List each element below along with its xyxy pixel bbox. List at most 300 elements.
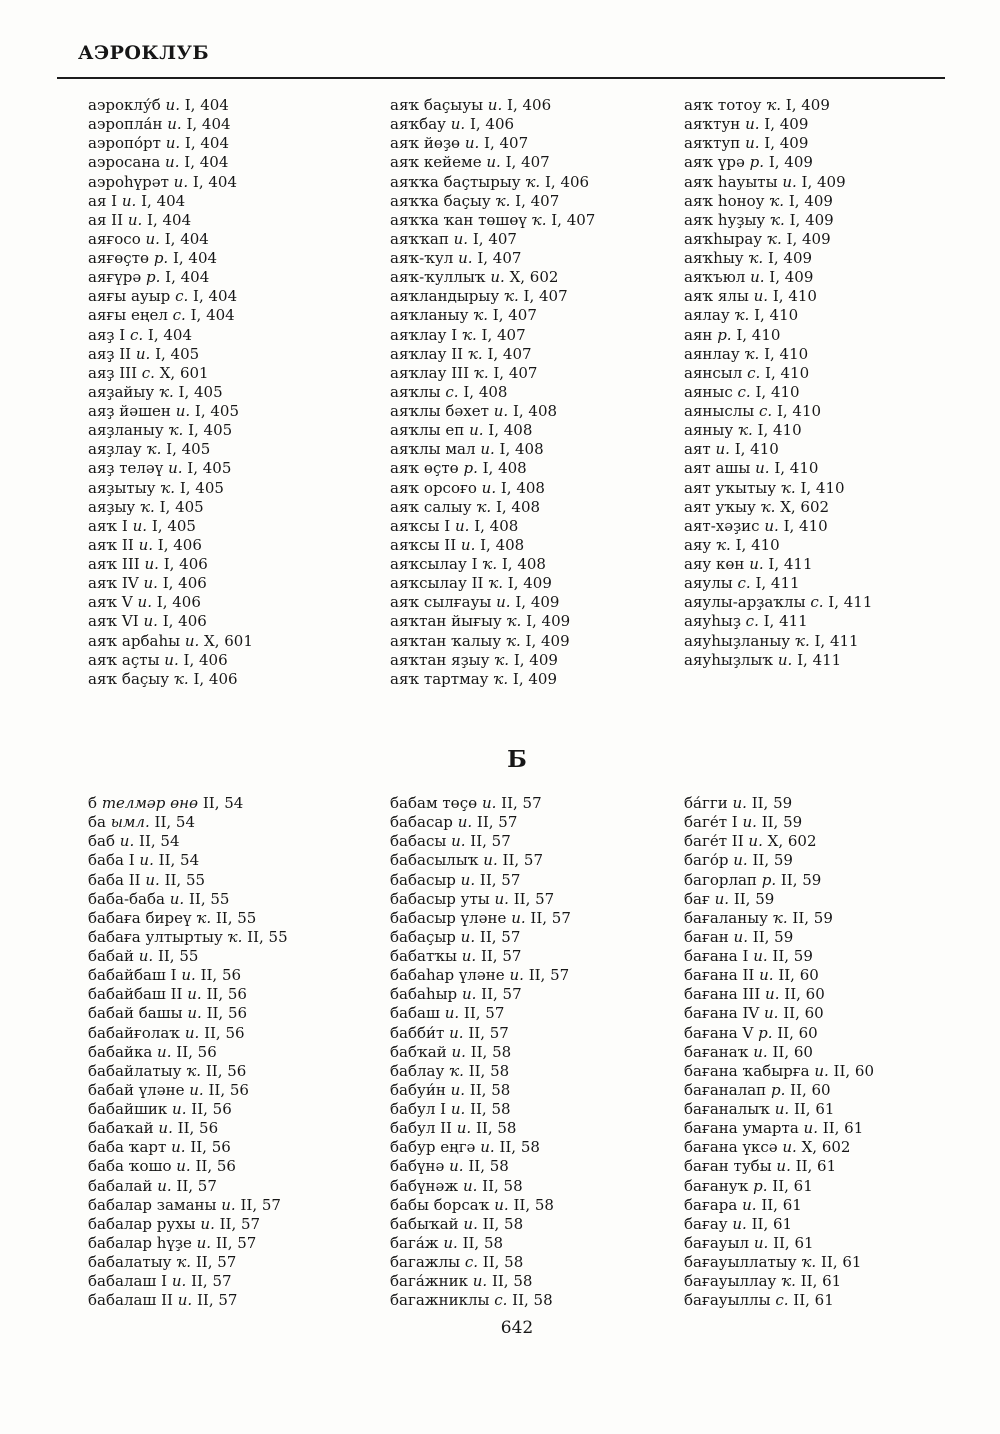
- entry-volume-page: II, 60: [772, 1042, 813, 1061]
- entry-volume-page: X, 601: [204, 631, 253, 650]
- entry-pos-label: ҡ.: [476, 497, 492, 516]
- index-entry: [684, 1234, 984, 1253]
- index-entry: [684, 632, 984, 651]
- index-entry: [390, 1043, 690, 1062]
- index-entry: [88, 517, 388, 536]
- entry-headword: багажлы: [390, 1253, 461, 1271]
- index-entry: [684, 287, 984, 306]
- index-entry: [390, 517, 690, 536]
- entry-volume-page: I, 404: [184, 134, 229, 153]
- entry-pos-label: и.: [221, 1195, 236, 1214]
- entry-volume-page: II, 56: [205, 1061, 247, 1080]
- entry-pos-label: ҡ.: [772, 908, 788, 927]
- entry-headword: бага́жник: [390, 1272, 468, 1291]
- entry-volume-page: II, 58: [491, 1272, 533, 1291]
- entry-pos-label: ҡ.: [140, 497, 155, 516]
- entry-pos-label: ҡ.: [766, 96, 782, 114]
- entry-headword: аяҡҡап: [390, 229, 449, 248]
- index-entry: [390, 1062, 690, 1081]
- entry-volume-page: I, 408: [474, 516, 519, 535]
- entry-headword: бабалар рухы: [88, 1214, 196, 1233]
- entry-headword: аяулы: [684, 574, 733, 593]
- index-entry: [390, 268, 690, 287]
- entry-pos-label: и.: [144, 555, 159, 573]
- index-entry: [88, 536, 388, 555]
- entry-headword: бағаналап: [684, 1080, 767, 1099]
- entry-headword: ая I: [88, 191, 118, 210]
- index-entry: [684, 134, 984, 153]
- entry-pos-label: и.: [755, 459, 770, 478]
- index-entry: [88, 421, 388, 440]
- entry-volume-page: II, 57: [479, 870, 521, 889]
- entry-headword: бағанаҡ: [684, 1042, 749, 1061]
- entry-pos-label: и.: [135, 344, 151, 363]
- index-entry: [684, 1196, 984, 1215]
- entry-headword: бабур еңгә: [390, 1138, 476, 1157]
- entry-pos-label: с.: [141, 363, 155, 382]
- entry-volume-page: II, 56: [176, 1042, 217, 1061]
- entry-volume-page: I, 408: [480, 535, 525, 554]
- entry-volume-page: I, 406: [157, 535, 202, 554]
- entry-volume-page: I, 406: [469, 115, 515, 134]
- index-entry: [684, 402, 984, 421]
- index-entry: [390, 211, 690, 230]
- running-head: АЭРОКЛУБ: [78, 42, 210, 64]
- entry-pos-label: и.: [777, 650, 793, 669]
- entry-volume-page: I, 408: [500, 478, 545, 497]
- entry-pos-label: и.: [189, 1080, 204, 1099]
- index-entry: [88, 479, 388, 498]
- entry-pos-label: ҡ.: [467, 344, 483, 363]
- entry-volume-page: I, 406: [163, 555, 208, 573]
- index-entry: [390, 345, 690, 364]
- entry-pos-label: и.: [776, 1157, 791, 1176]
- entry-headword: бабайшик: [88, 1100, 168, 1118]
- entry-volume-page: X, 602: [767, 832, 817, 851]
- entry-pos-label: и.: [481, 794, 497, 812]
- index-entry: [88, 115, 388, 134]
- entry-headword: аэропла́н: [88, 115, 163, 134]
- entry-volume-page: I, 410: [765, 363, 810, 382]
- entry-pos-label: и.: [494, 889, 509, 908]
- index-entry: [88, 306, 388, 325]
- entry-headword: аяҡ тотоу: [684, 96, 762, 114]
- entry-volume-page: I, 404: [165, 268, 210, 287]
- index-entry: [390, 173, 690, 192]
- entry-volume-page: II, 54: [158, 851, 200, 870]
- entry-volume-page: I, 410: [757, 421, 802, 440]
- entry-headword: аяҡ сылғауы: [390, 593, 492, 612]
- index-entry: [88, 326, 388, 345]
- entry-pos-label: с.: [129, 325, 144, 344]
- index-entry: [390, 555, 690, 574]
- entry-pos-label: телмәр өнө: [101, 794, 199, 812]
- entry-headword: аяғы еңел: [88, 306, 168, 325]
- index-entry: [684, 479, 984, 498]
- entry-headword: аят-хәҙис: [684, 516, 760, 535]
- entry-headword: бағана III: [684, 985, 761, 1004]
- entry-pos-label: и.: [460, 535, 476, 554]
- entry-headword: аяҡ салыу: [390, 497, 472, 516]
- entry-headword: аяҡ орсоғо: [390, 478, 477, 497]
- entry-volume-page: II, 61: [793, 1291, 834, 1310]
- entry-headword: аяҡ һуҙыу: [684, 210, 766, 229]
- entry-pos-label: ҡ.: [176, 1253, 192, 1271]
- entry-volume-page: I, 409: [785, 96, 830, 114]
- entry-headword: бабаһар үләне: [390, 966, 505, 985]
- entry-volume-page: I, 405: [187, 459, 232, 478]
- index-entry: [684, 211, 984, 230]
- entry-headword: бабалаш I: [88, 1272, 168, 1291]
- entry-pos-label: ҡ.: [160, 478, 176, 497]
- entry-pos-label: ҡ.: [506, 612, 522, 631]
- entry-pos-label: и.: [444, 1004, 460, 1023]
- entry-headword: аяғосо: [88, 229, 141, 248]
- entry-headword: аяҙыу: [88, 497, 136, 516]
- entry-headword: аяу көн: [684, 555, 745, 573]
- entry-pos-label: и.: [457, 813, 473, 832]
- entry-headword: бағауыллау: [684, 1272, 777, 1291]
- entry-pos-label: с.: [175, 287, 189, 306]
- index-entry: [390, 383, 690, 402]
- entry-volume-page: II, 59: [780, 870, 822, 889]
- entry-pos-label: ҡ.: [780, 478, 796, 497]
- index-entry: [390, 536, 690, 555]
- entry-headword: аяҡтан ҡалыу: [390, 631, 502, 650]
- entry-pos-label: ҡ.: [227, 927, 243, 946]
- entry-volume-page: I, 407: [515, 191, 560, 210]
- entry-pos-label: и.: [462, 1176, 478, 1195]
- index-entry: [390, 928, 690, 947]
- entry-headword: ба: [88, 813, 106, 832]
- entry-headword: бабҡай: [390, 1042, 447, 1061]
- entry-pos-label: и.: [461, 947, 477, 965]
- entry-volume-page: II, 57: [476, 813, 518, 832]
- entry-pos-label: и.: [158, 1119, 173, 1138]
- index-entry: [390, 306, 690, 325]
- entry-volume-page: I, 410: [776, 402, 822, 420]
- entry-headword: аяҡ I: [88, 516, 128, 535]
- entry-headword: аяҡтун: [684, 115, 741, 134]
- entry-headword: аяҡһыу: [684, 249, 744, 267]
- index-entry: [88, 1291, 388, 1310]
- entry-headword: баб: [88, 832, 116, 851]
- index-entry: [390, 1272, 690, 1291]
- entry-volume-page: II, 57: [191, 1272, 232, 1291]
- index-entry: [88, 832, 388, 851]
- section-a-column-2: [390, 96, 690, 689]
- entry-volume-page: I, 409: [769, 268, 814, 287]
- index-entry: [390, 96, 690, 115]
- entry-pos-label: ҡ.: [461, 325, 477, 344]
- entry-pos-label: ҡ.: [737, 421, 753, 440]
- entry-headword: бабалаш II: [88, 1291, 173, 1310]
- entry-volume-page: I, 407: [505, 153, 550, 172]
- entry-pos-label: и.: [176, 1157, 191, 1176]
- index-entry: [390, 134, 690, 153]
- entry-pos-label: и.: [171, 1138, 186, 1157]
- entry-volume-page: I, 406: [507, 96, 552, 114]
- entry-pos-label: р.: [770, 1080, 786, 1099]
- entry-pos-label: р.: [761, 870, 777, 889]
- entry-volume-page: I, 411: [763, 612, 808, 631]
- entry-headword: аяҡсы I: [390, 516, 451, 535]
- entry-pos-label: и.: [814, 1061, 829, 1080]
- index-entry: [684, 115, 984, 134]
- entry-headword: бағана ҡабырға: [684, 1061, 810, 1080]
- entry-headword: аяҡ һоноу: [684, 191, 765, 210]
- index-entry: [390, 1234, 690, 1253]
- entry-volume-page: II, 57: [481, 985, 522, 1004]
- section-a-column-1: [88, 96, 388, 689]
- index-entry: [684, 1138, 984, 1157]
- entry-pos-label: и.: [782, 1138, 797, 1157]
- index-entry: [684, 928, 984, 947]
- entry-pos-label: ҡ.: [482, 555, 498, 573]
- index-entry: [390, 1215, 690, 1234]
- entry-pos-label: и.: [171, 1272, 187, 1291]
- entry-headword: аяҡъюл: [684, 268, 746, 287]
- entry-pos-label: р.: [717, 325, 732, 344]
- entry-headword: бага́ж: [390, 1233, 439, 1252]
- entry-volume-page: II, 58: [462, 1233, 504, 1252]
- entry-volume-page: I, 409: [764, 115, 809, 134]
- entry-volume-page: II, 60: [777, 1023, 818, 1042]
- entry-pos-label: и.: [483, 851, 498, 870]
- entry-volume-page: I, 405: [194, 402, 240, 420]
- entry-headword: аяҡлы мал: [390, 440, 476, 459]
- entry-headword: баба ҡарт: [88, 1138, 167, 1157]
- entry-headword: баблау: [390, 1061, 445, 1080]
- entry-headword: бабаға ултыртыу: [88, 927, 223, 946]
- entry-pos-label: и.: [715, 440, 730, 459]
- entry-volume-page: II, 59: [751, 794, 793, 812]
- entry-headword: бағаналыҡ: [684, 1100, 770, 1118]
- entry-headword: аэроклу́б: [88, 96, 161, 114]
- entry-volume-page: II, 54: [139, 832, 180, 851]
- entry-headword: аяҡ арбаһы: [88, 631, 181, 650]
- entry-headword: аяҡҡа баҫыу: [390, 191, 491, 210]
- entry-headword: аяҡ баҫыуы: [390, 96, 484, 114]
- entry-headword: аяҡландырыу: [390, 287, 500, 306]
- entry-pos-label: и.: [184, 631, 200, 650]
- entry-volume-page: II, 55: [188, 889, 230, 908]
- entry-volume-page: X, 602: [509, 268, 559, 287]
- entry-pos-label: ҡ.: [781, 1272, 796, 1291]
- entry-headword: аяҡ V: [88, 593, 133, 612]
- index-entry: [88, 851, 388, 870]
- entry-headword: бабайка: [88, 1042, 153, 1061]
- entry-volume-page: I, 407: [481, 325, 526, 344]
- index-entry: [88, 928, 388, 947]
- entry-pos-label: р.: [753, 1176, 768, 1195]
- entry-volume-page: I, 407: [472, 229, 517, 248]
- entry-headword: аят: [684, 440, 711, 459]
- entry-volume-page: II, 55: [164, 870, 206, 889]
- index-entry: [684, 440, 984, 459]
- index-entry: [684, 517, 984, 536]
- index-entry: [88, 173, 388, 192]
- entry-volume-page: II, 57: [195, 1253, 237, 1271]
- entry-volume-page: II, 56: [204, 1023, 245, 1042]
- section-b-column-2: [390, 794, 690, 1310]
- entry-pos-label: и.: [456, 1119, 472, 1138]
- entry-pos-label: и.: [782, 172, 797, 191]
- entry-headword: бабы борсаҡ: [390, 1195, 490, 1214]
- entry-headword: бабасы: [390, 832, 447, 851]
- entry-headword: бағ: [684, 889, 710, 908]
- index-entry: [684, 966, 984, 985]
- index-entry: [88, 153, 388, 172]
- entry-headword: багажниклы: [390, 1291, 490, 1310]
- entry-volume-page: I, 406: [544, 172, 590, 191]
- entry-pos-label: р.: [153, 249, 169, 267]
- entry-pos-label: ҡ.: [531, 210, 547, 229]
- entry-volume-page: I, 410: [783, 516, 828, 535]
- entry-pos-label: и.: [733, 927, 748, 946]
- entry-pos-label: и.: [494, 1195, 509, 1214]
- entry-pos-label: с.: [737, 574, 751, 593]
- entry-pos-label: ҡ.: [186, 1061, 202, 1080]
- entry-pos-label: с.: [747, 363, 761, 382]
- index-entry: [684, 612, 984, 631]
- entry-volume-page: I, 406: [162, 612, 207, 631]
- index-entry: [684, 1215, 984, 1234]
- entry-pos-label: с.: [745, 612, 759, 631]
- index-entry: [684, 794, 984, 813]
- entry-pos-label: и.: [803, 1119, 818, 1138]
- index-entry: [88, 230, 388, 249]
- entry-volume-page: II, 61: [761, 1195, 802, 1214]
- entry-volume-page: II, 61: [772, 1176, 813, 1195]
- entry-pos-label: и.: [480, 1138, 495, 1157]
- entry-headword: бағау: [684, 1214, 728, 1233]
- entry-pos-label: ҡ.: [493, 669, 509, 688]
- entry-headword: бабайбаш I: [88, 966, 177, 985]
- entry-headword: аяу: [684, 535, 712, 554]
- entry-volume-page: I, 408: [512, 402, 558, 420]
- entry-headword: аяҡсылау I: [390, 555, 478, 573]
- section-b-column-1: [88, 794, 388, 1310]
- entry-volume-page: I, 409: [789, 210, 834, 229]
- entry-pos-label: и.: [460, 870, 476, 889]
- entry-volume-page: I, 410: [772, 287, 817, 306]
- entry-volume-page: II, 59: [761, 813, 803, 832]
- entry-headword: аяҡһырау: [684, 229, 763, 248]
- index-entry: [390, 832, 690, 851]
- entry-headword: аяҡ тартмау: [390, 669, 489, 688]
- entry-volume-page: I, 405: [159, 497, 204, 516]
- index-entry: [88, 249, 388, 268]
- entry-headword: аяҡҡа баҫтырыу: [390, 172, 521, 191]
- entry-volume-page: II, 60: [778, 966, 819, 985]
- entry-headword: аяҡбау: [390, 115, 446, 134]
- entry-volume-page: I, 411: [797, 650, 842, 669]
- section-b-column-3: [684, 794, 984, 1310]
- entry-headword: аяҡ-ҡул: [390, 249, 454, 267]
- entry-headword: бабалар заманы: [88, 1195, 217, 1214]
- entry-pos-label: ҡ.: [495, 191, 511, 210]
- entry-pos-label: и.: [172, 1100, 187, 1118]
- entry-volume-page: I, 404: [190, 306, 235, 325]
- entry-volume-page: II, 57: [215, 1233, 257, 1252]
- index-entry: [684, 364, 984, 383]
- entry-volume-page: I, 407: [551, 210, 596, 229]
- entry-headword: аяҙайыу: [88, 382, 155, 401]
- index-entry: [390, 1081, 690, 1100]
- index-entry: [684, 498, 984, 517]
- entry-pos-label: и.: [753, 1042, 768, 1061]
- entry-pos-label: и.: [168, 459, 183, 478]
- index-entry: [684, 1024, 984, 1043]
- index-entry: [684, 306, 984, 325]
- entry-pos-label: ҡ.: [748, 249, 764, 267]
- entry-pos-label: и.: [460, 927, 476, 946]
- entry-volume-page: II, 56: [206, 985, 247, 1004]
- entry-pos-label: ҡ.: [744, 344, 760, 363]
- index-entry: [684, 96, 984, 115]
- index-entry: [684, 173, 984, 192]
- entry-headword: бабам төҫө: [390, 794, 478, 812]
- index-entry: [684, 326, 984, 345]
- entry-pos-label: и.: [748, 832, 763, 851]
- entry-volume-page: II, 57: [470, 832, 511, 851]
- entry-volume-page: I, 406: [183, 650, 228, 669]
- entry-volume-page: I, 408: [501, 555, 546, 573]
- entry-volume-page: I, 411: [755, 574, 800, 593]
- entry-pos-label: и.: [450, 1080, 466, 1099]
- entry-pos-label: и.: [157, 1042, 172, 1061]
- index-entry: [684, 1004, 984, 1023]
- entry-pos-label: р.: [749, 153, 765, 172]
- index-entry: [88, 268, 388, 287]
- entry-pos-label: и.: [480, 440, 495, 459]
- entry-pos-label: и.: [157, 1176, 172, 1195]
- entry-pos-label: и.: [138, 947, 154, 965]
- entry-headword: бабул I: [390, 1100, 447, 1118]
- entry-headword: аяҡланыу: [390, 306, 469, 325]
- entry-volume-page: II, 56: [200, 966, 242, 985]
- entry-headword: аяҡлау I: [390, 325, 458, 344]
- entry-headword: аят уҡытыу: [684, 478, 777, 497]
- entry-pos-label: ҡ.: [769, 191, 785, 210]
- entry-headword: аяҡсы II: [390, 535, 457, 554]
- entry-pos-label: и.: [472, 1272, 488, 1291]
- index-entry: [684, 1157, 984, 1176]
- index-entry: [390, 871, 690, 890]
- index-entry: [684, 345, 984, 364]
- entry-volume-page: I, 410: [754, 306, 799, 325]
- entry-pos-label: р.: [146, 268, 161, 287]
- entry-headword: аяҡ IV: [88, 574, 139, 593]
- entry-pos-label: и.: [487, 96, 503, 114]
- entry-volume-page: II, 58: [512, 1291, 553, 1310]
- entry-pos-label: и.: [493, 402, 509, 420]
- entry-volume-page: I, 410: [755, 382, 800, 401]
- entry-headword: аяҙытыу: [88, 478, 156, 497]
- index-entry: [88, 1119, 388, 1138]
- index-entry: [390, 1024, 690, 1043]
- entry-headword: бағана умарта: [684, 1119, 799, 1138]
- entry-headword: аяҡлы бәхет: [390, 402, 489, 420]
- index-entry: [684, 985, 984, 1004]
- index-entry: [88, 670, 388, 689]
- entry-volume-page: I, 406: [156, 593, 201, 612]
- entry-volume-page: II, 58: [470, 1100, 511, 1118]
- index-entry: [390, 402, 690, 421]
- entry-pos-label: ҡ.: [473, 363, 489, 382]
- entry-pos-label: и.: [742, 1195, 757, 1214]
